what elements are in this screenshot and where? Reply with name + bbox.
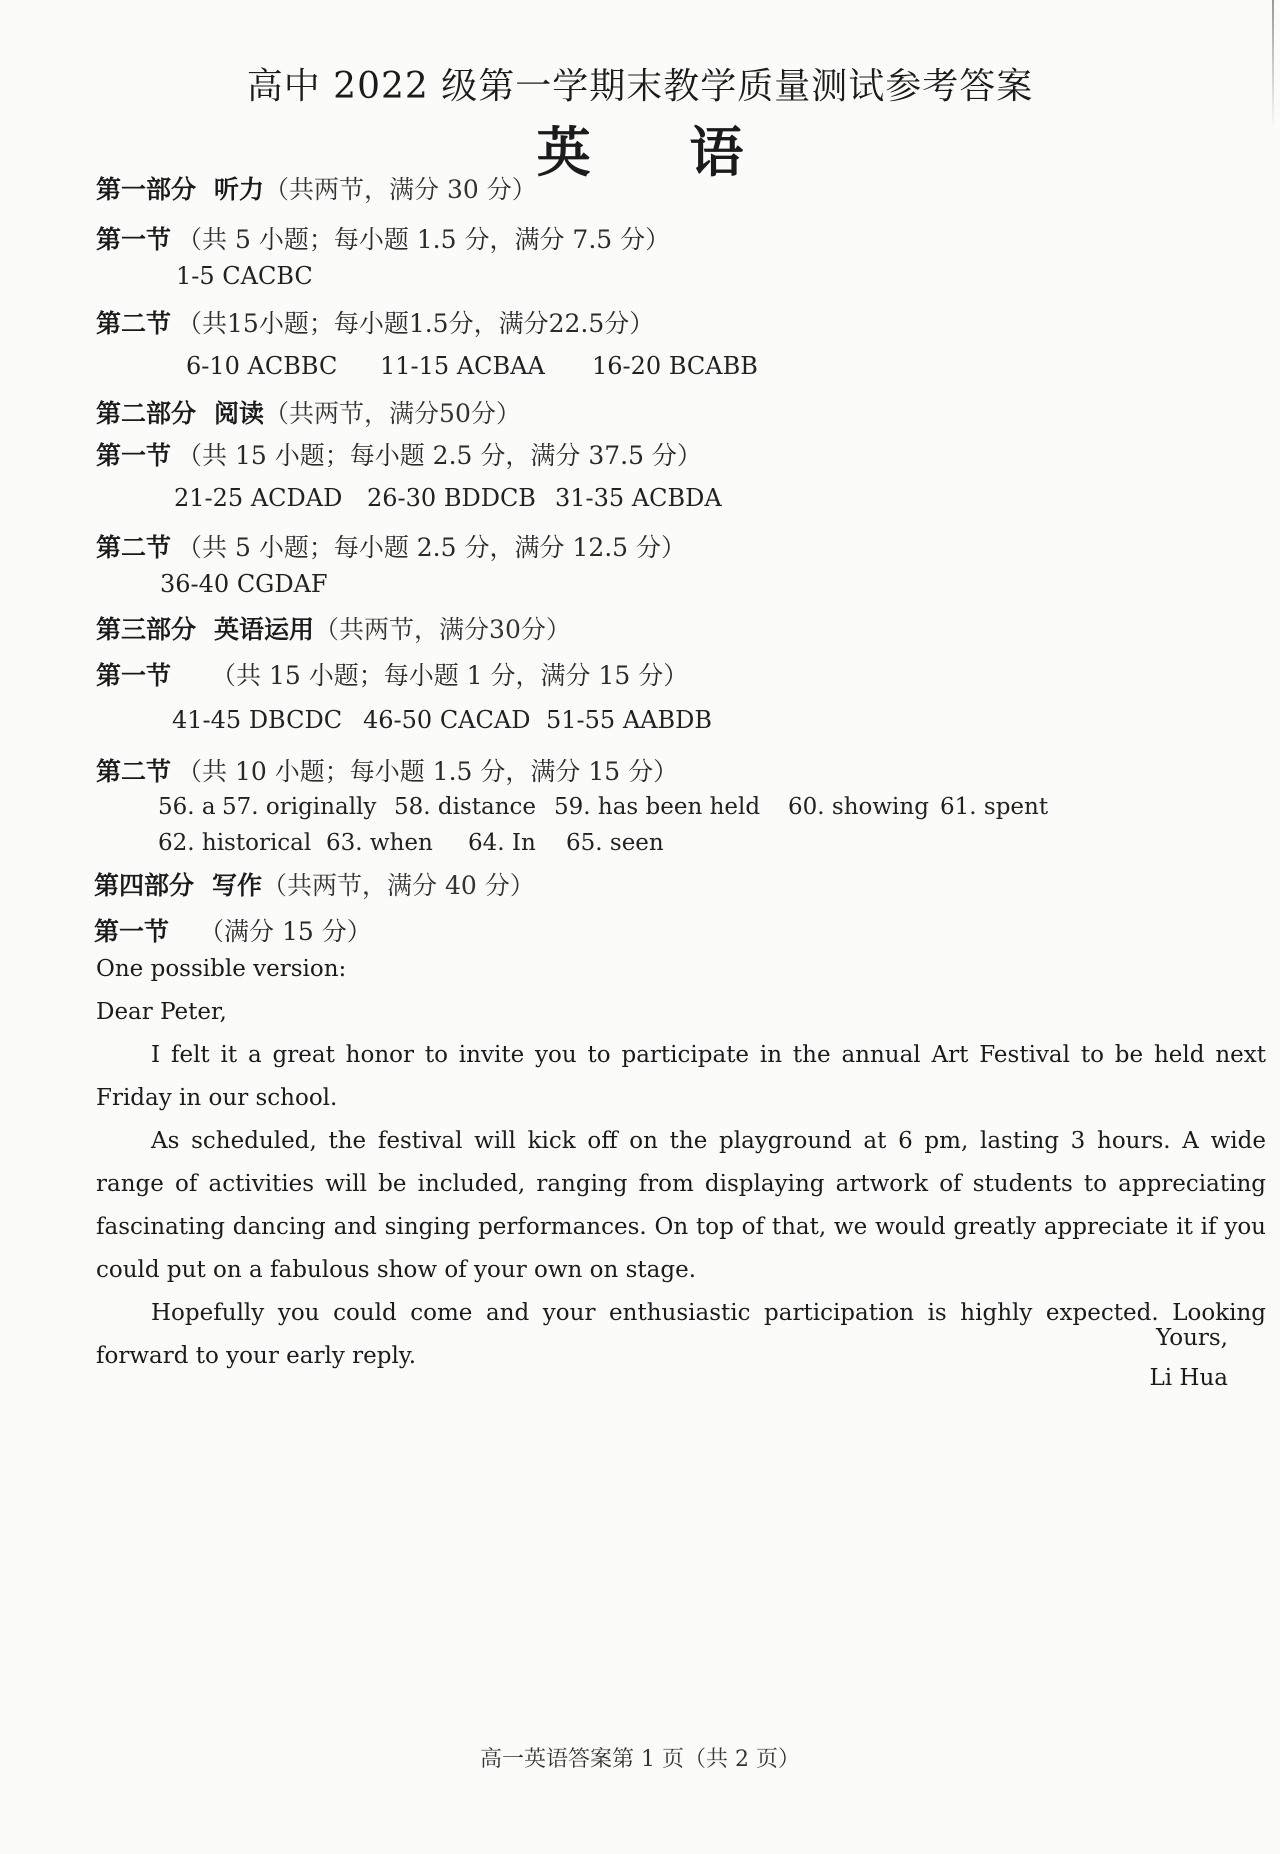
part2-sec1-answers [174, 484, 722, 512]
part2-name: 第二部分 [96, 399, 197, 428]
essay-signature: Li Hua [1149, 1365, 1228, 1391]
part4-heading [94, 866, 535, 902]
answer-item: 59. has been held [554, 794, 761, 820]
page-footer: 高一英语答案第 1 页（共 2 页） [480, 1747, 800, 1772]
part3-name: 第三部分 [96, 615, 197, 644]
answer-item: 62. historical [158, 830, 312, 856]
answer-item: 58. distance [394, 794, 537, 820]
part1-name: 第一部分 [96, 175, 197, 204]
part3-desc: 英语运用 [214, 615, 315, 644]
part4-sec1-name: 第一节 [94, 917, 170, 946]
part1-desc: 听力 [214, 175, 265, 204]
part1-note: （共两节，满分 30 分） [264, 175, 537, 204]
part1-sec2-name: 第二节 [96, 309, 172, 338]
part1-sec1-note: （共 5 小题；每小题 1.5 分，满分 7.5 分） [177, 225, 671, 254]
part1-sec2-heading [96, 304, 654, 340]
essay-closing: Yours, [1156, 1325, 1228, 1351]
part1-sec2-answers [186, 352, 758, 380]
model-essay [96, 948, 1266, 1378]
part2-sec2-note: （共 5 小题；每小题 2.5 分，满分 12.5 分） [177, 533, 687, 562]
answer-item: 65. seen [566, 830, 664, 856]
answer-group: 26-30 BDDCB [367, 484, 536, 512]
part3-sec2-answers-row2 [158, 830, 664, 856]
answer-item: 61. spent [940, 794, 1049, 820]
part3-sec1-note: （共 15 小题；每小题 1 分，满分 15 分） [211, 661, 689, 690]
answer-item: 60. showing [788, 794, 929, 820]
essay-paragraph-1: I felt it a great honor to invite you to participate in the annual Art Festival to be held next Friday in our school. [96, 1042, 1266, 1111]
part1-sec1-heading [96, 220, 670, 256]
part2-sec1-note: （共 15 小题；每小题 2.5 分，满分 37.5 分） [177, 441, 702, 470]
essay-paragraph-3: Hopefully you could come and your enthusiastic participation is highly expected. Looking forward to your early reply. [96, 1300, 1266, 1369]
part4-sec1-note: （满分 15 分） [199, 917, 372, 946]
part2-heading [96, 394, 521, 430]
part2-sec2-name: 第二节 [96, 533, 172, 562]
part1-sec1-name: 第一节 [96, 225, 172, 254]
part3-sec2-heading [96, 752, 678, 788]
part2-sec2-answers [160, 570, 328, 598]
part1-heading [96, 170, 537, 206]
part1-sec2-note: （共15小题；每小题1.5分，满分22.5分） [177, 309, 655, 338]
answer-group: 36-40 CGDAF [160, 570, 328, 598]
essay-signoff [1149, 1318, 1228, 1398]
subject-title: 英 语 [536, 120, 784, 184]
answer-group: 1-5 CACBC [176, 262, 313, 290]
part3-sec2-note: （共 10 小题；每小题 1.5 分，满分 15 分） [177, 757, 679, 786]
part3-heading [96, 610, 571, 646]
answer-item: 64. In [468, 830, 536, 856]
answer-item: 57. originally [222, 794, 377, 820]
part2-desc: 阅读 [214, 399, 265, 428]
answer-group: 6-10 ACBBC [186, 352, 338, 380]
part4-sec1-heading [94, 912, 372, 948]
part3-sec1-answers [172, 706, 712, 734]
answer-group: 51-55 AABDB [546, 706, 712, 734]
part1-sec1-answers [176, 262, 313, 290]
part3-note: （共两节，满分30分） [314, 615, 571, 644]
part3-sec2-name: 第二节 [96, 757, 172, 786]
part3-sec1-heading [96, 656, 688, 692]
answer-group: 11-15 ACBAA [380, 352, 545, 380]
part4-note: （共两节，满分 40 分） [262, 871, 535, 900]
answer-group: 46-50 CACAD [363, 706, 531, 734]
part2-sec1-name: 第一节 [96, 441, 172, 470]
answer-group: 16-20 BCABB [592, 352, 758, 380]
answer-group: 21-25 ACDAD [174, 484, 343, 512]
page-title: 高中 2022 级第一学期末教学质量测试参考答案 [246, 66, 1034, 107]
answer-group: 31-35 ACBDA [555, 484, 722, 512]
essay-paragraph-2: As scheduled, the festival will kick off on the playground at 6 pm, lasting 3 hours. A wide range of activities will be included, ranging from displaying artwork of students to appreciating fascinating dancing and singing performances. On top of that, we would greatly appreciate it if you could put on a fabulous show of your own on stage. [96, 1128, 1266, 1283]
part2-note: （共两节，满分50分） [264, 399, 521, 428]
part4-name: 第四部分 [94, 871, 195, 900]
part3-sec2-answers-row1 [158, 794, 1048, 820]
part4-desc: 写作 [212, 871, 263, 900]
answer-item: 63. when [326, 830, 433, 856]
part2-sec2-heading [96, 528, 686, 564]
answer-group: 41-45 DBCDC [172, 706, 343, 734]
answer-item: 56. a [158, 794, 216, 820]
part2-sec1-heading [96, 436, 702, 472]
part3-sec1-name: 第一节 [96, 661, 172, 690]
essay-salutation: Dear Peter, [96, 999, 227, 1025]
essay-intro: One possible version: [96, 956, 347, 982]
